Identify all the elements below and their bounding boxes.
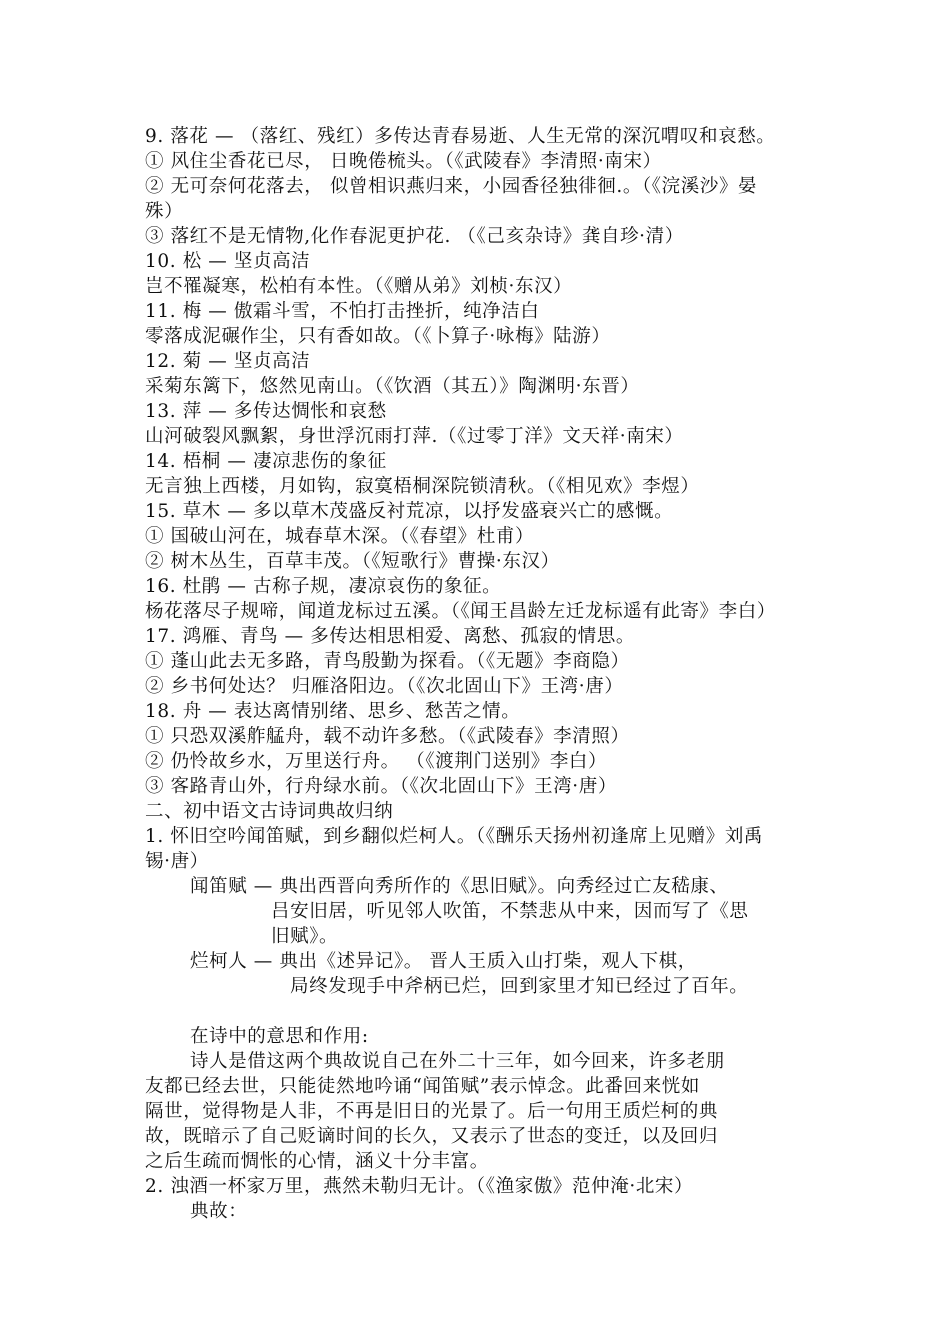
poem-line: ② 乡书何处达？ 归雁洛阳边。（《次北固山下》王湾·唐）	[145, 676, 624, 697]
poem-line: ① 风住尘香花已尽， 日晚倦梳头。（《武陵春》李清照·南宋）	[145, 151, 662, 172]
poem-line: ① 只恐双溪舴艋舟，载不动许多愁。（《武陵春》李清照）	[145, 726, 630, 747]
entry-heading-zhou: 18. 舟 — 表达离情别绪、思乡、愁苦之情。	[145, 701, 521, 722]
allusion-lankeren: 烂柯人 — 典出《述异记》。 晋人王质入山打柴，观人下棋，	[190, 951, 697, 972]
poem-line: ② 无可奈何花落去， 似曾相识燕归来，小园香径独徘徊.。（《浣溪沙》晏	[145, 176, 758, 197]
entry-heading-ju: 12. 菊 — 坚贞高洁	[145, 351, 311, 372]
allusion-lankeren-continued: 局终发现手中斧柄已烂，回到家里才知已经过了百年。	[290, 976, 749, 997]
poem-line: 岂不罹凝寒，松柏有本性。（《赠从弟》刘桢·东汉）	[145, 276, 573, 297]
poem-line: ② 仍怜故乡水，万里送行舟。 （《渡荆门送别》李白）	[145, 751, 608, 772]
entry-heading-hongyan: 17. 鸿雁、青鸟 — 多传达相思相爱、离愁、孤寂的情思。	[145, 626, 635, 647]
allusion-wendifu-continued: 吕安旧居，听见邻人吹笛，不禁悲从中来，因而写了《思	[271, 901, 749, 922]
entry-heading-song: 10. 松 — 坚贞高洁	[145, 251, 311, 272]
allusion-poem-line-continued: 锡·唐）	[145, 851, 209, 872]
poem-line-continued: 殊）	[145, 201, 184, 222]
poem-line: 杨花落尽子规啼，闻道龙标过五溪。（《闻王昌龄左迁龙标遥有此寄》李白）	[145, 601, 776, 622]
paragraph-line: 隔世，觉得物是人非，不再是旧日的光景了。后一句用王质烂柯的典	[145, 1101, 719, 1122]
entry-heading-wutong: 14. 梧桐 — 凄凉悲伤的象征	[145, 451, 387, 472]
entry-heading-dujuan: 16. 杜鹃 — 古称子规，凄凉哀伤的象征。	[145, 576, 502, 597]
poem-line: 山河破裂风飘絮，身世浮沉雨打萍.（《过零丁洋》文天祥·南宋）	[145, 426, 684, 447]
paragraph-line: 之后生疏而惆怅的心情，涵义十分丰富。	[145, 1151, 489, 1172]
entry-heading-caomu: 15. 草木 — 多以草木茂盛反衬荒凉，以抒发盛衰兴亡的感慨。	[145, 501, 674, 522]
poem-line: ③ 落红不是无情物,化作春泥更护花. （《己亥杂诗》龚自珍·清）	[145, 226, 684, 247]
allusion-poem-line: 2. 浊酒一杯家万里，燕然未勒归无计。（《渔家傲》范仲淹·北宋）	[145, 1176, 694, 1197]
entry-heading-ping: 13. 萍 — 多传达惆怅和哀愁	[145, 401, 387, 422]
poem-line: 无言独上西楼，月如钩，寂寞梧桐深院锁清秋。（《相见欢》李煜）	[145, 476, 700, 497]
poem-line: ① 国破山河在，城春草木深。（《春望》杜甫）	[145, 526, 535, 547]
paragraph-line: 故，既暗示了自己贬谪时间的长久，又表示了世态的变迁，以及回归	[145, 1126, 719, 1147]
allusion-label: 典故：	[190, 1201, 248, 1222]
paragraph-line: 友都已经去世，只能徒然地吟诵“闻笛赋”表示悼念。此番回来恍如	[145, 1076, 700, 1097]
poem-line: ③ 客路青山外，行舟绿水前。（《次北固山下》王湾·唐）	[145, 776, 617, 797]
poem-line: 零落成泥碾作尘，只有香如故。（《卜算子·咏梅》陆游）	[145, 326, 611, 347]
poem-line: ② 树木丛生，百草丰茂。（《短歌行》曹操·东汉）	[145, 551, 560, 572]
entry-heading-luohua: 9. 落花 — （落红、残红）多传达青春易逝、人生无常的深沉喟叹和哀愁。	[145, 126, 776, 147]
allusion-poem-line: 1. 怀旧空吟闻笛赋，到乡翻似烂柯人。（《酬乐天扬州初逢席上见赠》刘禹	[145, 826, 764, 847]
entry-heading-mei: 11. 梅 — 傲霜斗雪，不怕打击挫折，纯净洁白	[145, 301, 540, 322]
allusion-wendifu-continued: 旧赋》。	[271, 926, 339, 947]
subheading-meaning: 在诗中的意思和作用:	[190, 1026, 369, 1047]
section-heading: 二、初中语文古诗词典故归纳	[145, 801, 394, 822]
allusion-wendifu: 闻笛赋 — 典出西晋向秀所作的《思旧赋》。向秀经过亡友嵇康、	[190, 876, 729, 897]
paragraph-line: 诗人是借这两个典故说自己在外二十三年，如今回来，许多老朋	[190, 1051, 725, 1072]
poem-line: ① 蓬山此去无多路，青鸟殷勤为探看。（《无题》李商隐）	[145, 651, 630, 672]
poem-line: 采菊东篱下，悠然见南山。（《饮酒（其五）》陶渊明·东晋）	[145, 376, 640, 397]
